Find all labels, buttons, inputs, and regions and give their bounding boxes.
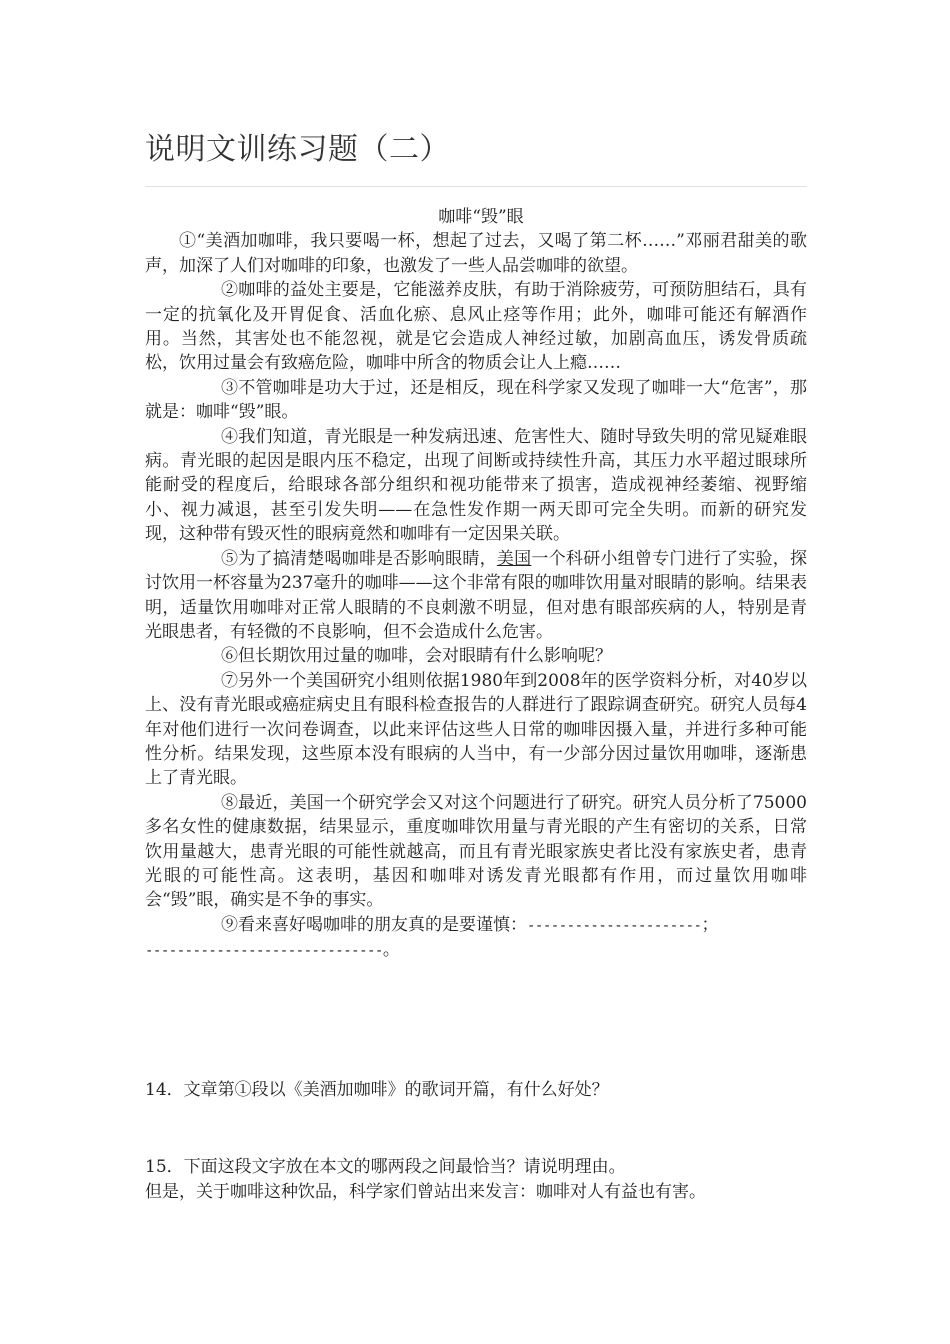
document-title: 说明文训练习题（二） [145,132,450,167]
answer-blank-1: ---------------------- [527,917,702,934]
paragraph-9-text: ⑨看来喜好喝咖啡的朋友真的是要谨慎： [221,914,527,935]
article-body [145,205,807,964]
paragraph-8: ⑧最近，美国一个研究学会又对这个问题进行了研究。研究人员分析了75000多名女性的健康数据，结果显示，重度咖啡饮用量与青光眼的产生有密切的关系，日常饮用量越大，患青光眼的可能性就越高，而且有青光眼家族史者比没有家族史者，患青光眼的可能性高。这表明，基因和咖啡对诱发青光眼都有作用，而过量饮用咖啡会“毁”眼，确实是不争的事实。 [145,792,807,911]
paragraph-1: ①“美酒加咖啡，我只要喝一杯，想起了过去，又喝了第二杯……”邓丽君甜美的歌声，加深了人们对咖啡的印象，也激发了一些人品尝咖啡的欲望。 [145,231,807,276]
question-14: 14．文章第①段以《美酒加咖啡》的歌词开篇，有什么好处？ [145,1080,609,1100]
answer-blank-2: ------------------------------ [145,943,383,960]
paragraph-4: ④我们知道，青光眼是一种发病迅速、危害性大、随时导致失明的常见疑难眼病。青光眼的起因是眼内压不稳定，出现了间断或持续性升高，其压力水平超过眼球所能耐受的程度后，给眼球各部分组织和视功能带来了损害，造成视神经萎缩、视野缩小、视力减退，甚至引发失明——在急性发作期一两天即可完全失明。而新的研究发现，这种带有毁灭性的眼病竟然和咖啡有一定因果关联。 [145,426,807,545]
blank-separator: ； [701,914,719,935]
title-divider [145,186,807,187]
paragraph-6: ⑥但长期饮用过量的咖啡，会对眼睛有什么影响呢？ [221,646,612,667]
paragraph-2: ②咖啡的益处主要是，它能滋养皮肤，有助于消除疲劳，可预防胆结石，具有一定的抗氧化及开胃促食、活血化瘀、息风止痉等作用；此外，咖啡可能还有解酒作用。当然，其害处也不能忽视，就是它会造成人神经过敏，加剧高血压，诱发骨质疏松，饮用过量会有致癌危险，咖啡中所含的物质会让人上瘾…… [145,280,807,374]
question-15-quote: 但是，关于咖啡这种饮品，科学家们曾站出来发言：咖啡对人有益也有害。 [145,1182,706,1202]
question-15: 15．下面这段文字放在本文的哪两段之间最恰当？请说明理由。 [145,1157,626,1177]
paragraph-9-end: 。 [382,940,400,961]
paragraph-9 [145,913,807,964]
paragraph-5 [145,547,807,645]
article-title: 咖啡“毁”眼 [438,207,524,227]
paragraph-3: ③不管咖啡是功大于过，还是相反，现在科学家又发现了咖啡一大“危害”，那就是：咖啡“毁”眼。 [145,377,807,423]
paragraph-5-start: ⑤为了搞清楚喝咖啡是否影响眼睛， [221,548,497,569]
underlined-word: 美国 [496,548,532,569]
paragraph-7: ⑦另外一个美国研究小组则依据1980年到2008年的医学资料分析，对40岁以上、没有青光眼或癌症病史且有眼科检查报告的人群进行了跟踪调查研究。研究人员每4年对他们进行一次问卷调查，以此来评估这些人日常的咖啡因摄入量，并进行多种可能性分析。结果发现，这些原本没有眼病的人当中，有一少部分因过量饮用咖啡，逐渐患上了青光眼。 [145,670,807,789]
paragraph-5-rest: 一个科研小组曾专门进行了实验，探讨饮用一杯容量为237毫升的咖啡——这个非常有限的咖啡饮用量对眼睛的影响。结果表明，适量饮用咖啡对正常人眼睛的不良刺激不明显，但对患有眼部疾病的人，特别是青光眼患者，有轻微的不良影响，但不会造成什么危害。 [145,548,808,642]
